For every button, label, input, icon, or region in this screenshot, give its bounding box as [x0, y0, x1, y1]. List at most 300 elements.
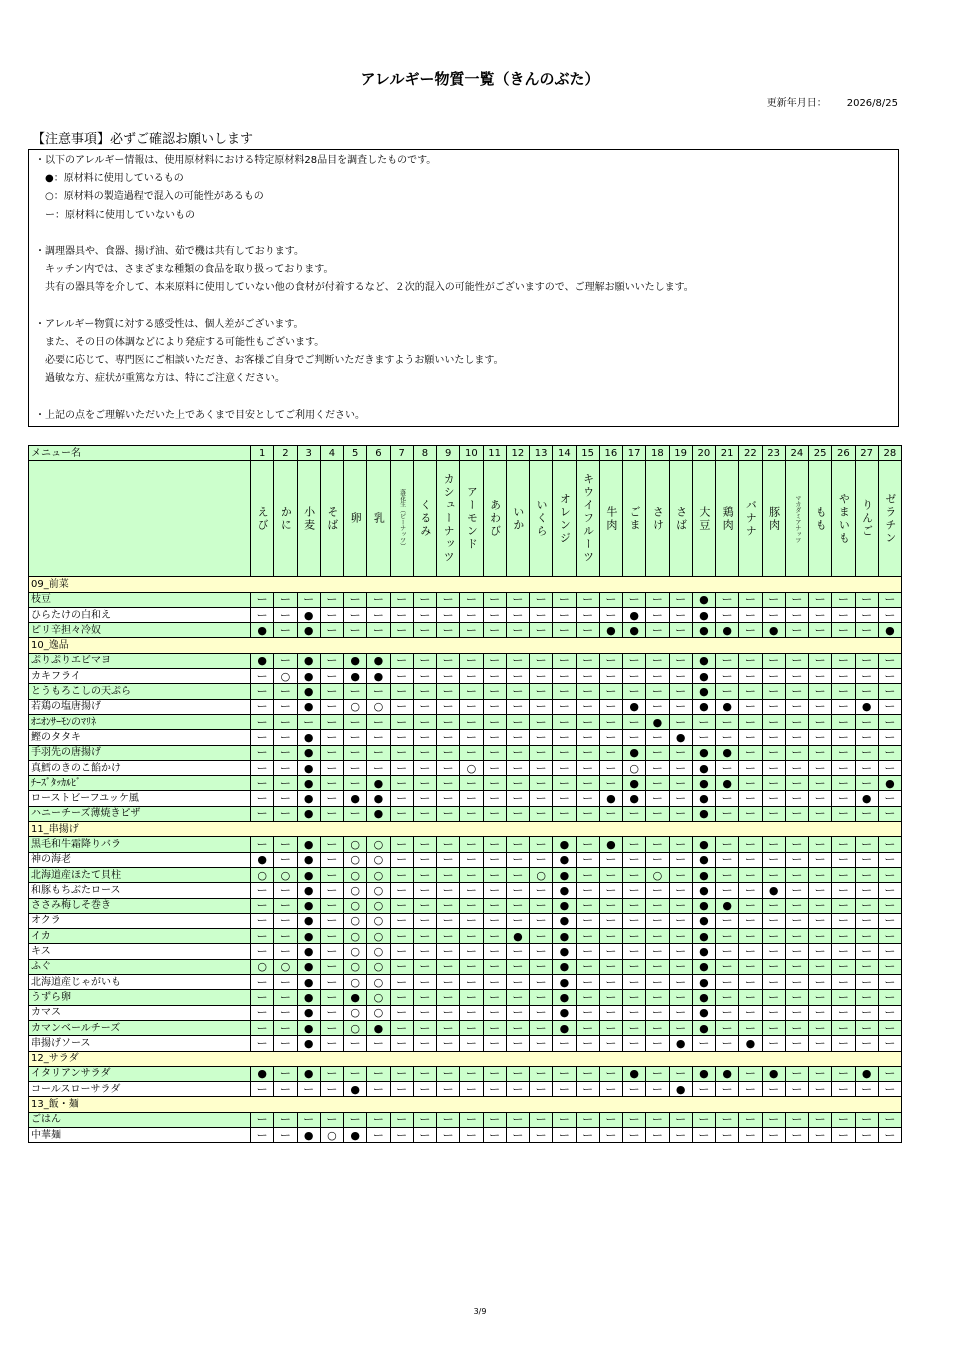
allergen-mark: ー [809, 867, 832, 882]
allergen-mark: ー [623, 1005, 646, 1020]
allergen-mark: ー [855, 1005, 878, 1020]
allergen-mark: ー [646, 607, 669, 622]
allergen-mark: ー [832, 791, 855, 806]
allergen-mark: ー [460, 1005, 483, 1020]
allergen-mark: ー [367, 592, 390, 607]
allergen-mark: ー [530, 623, 553, 638]
allergen-mark: ー [739, 791, 762, 806]
allergen-mark: ー [274, 1082, 297, 1097]
allergen-mark: ー [251, 760, 274, 775]
allergen-mark: ー [762, 730, 785, 745]
allergen-mark: ー [809, 760, 832, 775]
allergen-mark: ● [367, 653, 390, 668]
allergen-mark: ー [274, 1036, 297, 1051]
allergen-mark: ー [646, 760, 669, 775]
allergen-mark: ー [878, 607, 901, 622]
allergen-mark: ー [785, 1005, 808, 1020]
allergen-mark: ー [553, 1082, 576, 1097]
category-label: 09_前菜 [29, 577, 902, 592]
allergen-mark: ー [878, 867, 901, 882]
allergen-mark: ー [646, 684, 669, 699]
allergen-mark: ー [437, 929, 460, 944]
allergen-mark: ー [320, 1082, 343, 1097]
allergen-mark: ー [553, 1112, 576, 1127]
allergen-mark: ー [809, 944, 832, 959]
allergen-mark: ● [623, 623, 646, 638]
allergen-name: さば [669, 461, 692, 577]
allergen-mark: ー [878, 592, 901, 607]
allergen-mark: ー [413, 883, 436, 898]
allergen-mark: ー [739, 852, 762, 867]
allergen-mark: ー [390, 1112, 413, 1127]
allergen-mark: ー [506, 1127, 529, 1142]
allergen-mark: ● [297, 959, 320, 974]
menu-row [29, 1020, 902, 1035]
allergen-mark: ー [274, 929, 297, 944]
allergen-mark: ● [692, 975, 715, 990]
allergen-mark: ー [669, 776, 692, 791]
allergen-mark: ー [809, 669, 832, 684]
allergen-mark: ー [646, 669, 669, 684]
allergen-mark: ー [599, 760, 622, 775]
allergen-name: ごま [623, 461, 646, 577]
allergen-mark: ー [832, 944, 855, 959]
allergen-mark: ー [367, 760, 390, 775]
allergen-mark: ー [646, 1112, 669, 1127]
allergen-mark: ー [855, 592, 878, 607]
allergen-mark: ● [855, 1066, 878, 1081]
allergen-number: 20 [692, 446, 715, 461]
allergen-mark: ● [297, 806, 320, 821]
notice-line: ・調理器具や、食器、揚げ油、茹で機は共有しております。 [35, 245, 304, 257]
allergen-mark: ー [390, 669, 413, 684]
allergen-mark: ー [344, 730, 367, 745]
allergen-mark: ー [855, 913, 878, 928]
allergen-mark: ー [437, 1020, 460, 1035]
allergen-mark: ○ [344, 959, 367, 974]
allergen-mark: ー [506, 653, 529, 668]
allergen-mark: ● [344, 653, 367, 668]
allergen-mark: ● [297, 730, 320, 745]
allergen-mark: ー [739, 592, 762, 607]
allergen-mark: ー [599, 684, 622, 699]
allergen-mark: ● [251, 852, 274, 867]
allergen-mark: ● [692, 867, 715, 882]
allergen-mark: ー [320, 607, 343, 622]
allergen-mark: ー [506, 913, 529, 928]
allergen-mark: ー [460, 959, 483, 974]
allergen-name: りんご [855, 461, 878, 577]
allergen-mark: ー [646, 745, 669, 760]
allergen-mark: ー [809, 852, 832, 867]
allergen-mark: ー [762, 867, 785, 882]
allergen-mark: ー [553, 653, 576, 668]
allergen-mark: ー [878, 760, 901, 775]
allergen-name: 落花生（ピーナッツ） [390, 461, 413, 577]
allergen-mark: ー [623, 913, 646, 928]
allergen-mark: ー [785, 1127, 808, 1142]
allergen-mark: ー [855, 669, 878, 684]
allergen-mark: ー [809, 990, 832, 1005]
allergen-mark: ー [855, 714, 878, 729]
allergen-mark: ー [251, 607, 274, 622]
allergen-mark: ー [251, 898, 274, 913]
allergen-mark: ー [576, 745, 599, 760]
allergen-mark: ● [297, 760, 320, 775]
allergen-mark: ー [576, 990, 599, 1005]
allergen-mark: ー [785, 975, 808, 990]
allergen-mark: ー [530, 1127, 553, 1142]
allergen-name: マカダミアナッツ [785, 461, 808, 577]
allergen-mark: ー [762, 699, 785, 714]
allergen-mark: ー [251, 791, 274, 806]
allergen-mark: ー [739, 653, 762, 668]
allergen-mark: ー [646, 1082, 669, 1097]
allergen-mark: ー [483, 1127, 506, 1142]
allergen-mark: ー [437, 1066, 460, 1081]
allergen-mark: ー [274, 714, 297, 729]
allergen-mark: ー [413, 1066, 436, 1081]
allergen-mark: ー [785, 1112, 808, 1127]
allergen-mark: ー [878, 1082, 901, 1097]
allergen-mark: ー [762, 852, 785, 867]
allergen-mark: ー [809, 592, 832, 607]
allergen-mark: ー [599, 1036, 622, 1051]
allergen-mark: ー [878, 745, 901, 760]
allergen-mark: ー [623, 684, 646, 699]
allergen-mark: ー [832, 776, 855, 791]
allergen-mark: ○ [344, 1020, 367, 1035]
allergen-mark: ー [809, 1112, 832, 1127]
allergen-mark: ー [460, 592, 483, 607]
allergen-mark: ● [599, 837, 622, 852]
allergen-mark: ● [297, 653, 320, 668]
allergen-mark: ー [413, 592, 436, 607]
allergen-mark: ー [716, 791, 739, 806]
allergen-mark: ー [483, 867, 506, 882]
allergen-mark: ー [855, 806, 878, 821]
allergen-mark: ー [390, 623, 413, 638]
allergen-number: 26 [832, 446, 855, 461]
allergen-mark: ー [739, 867, 762, 882]
allergen-mark: ー [623, 1127, 646, 1142]
allergen-mark: ー [716, 837, 739, 852]
allergen-mark: ー [646, 959, 669, 974]
allergen-mark: ー [413, 990, 436, 1005]
menu-name: キス [29, 944, 251, 959]
allergen-mark: ー [367, 684, 390, 699]
allergen-mark: ー [320, 1036, 343, 1051]
allergen-mark: ー [437, 760, 460, 775]
allergen-mark: ー [437, 898, 460, 913]
menu-row [29, 730, 902, 745]
allergen-mark: ● [506, 929, 529, 944]
allergen-mark: ○ [344, 1005, 367, 1020]
allergen-mark: ● [716, 745, 739, 760]
allergen-mark: ー [785, 760, 808, 775]
allergen-mark: ー [762, 760, 785, 775]
allergen-mark: ー [623, 669, 646, 684]
allergen-mark: ー [413, 760, 436, 775]
allergen-mark: ー [669, 898, 692, 913]
allergen-mark: ○ [274, 867, 297, 882]
allergen-mark: ー [832, 760, 855, 775]
allergen-mark: ー [832, 913, 855, 928]
allergen-mark: ー [832, 837, 855, 852]
allergen-mark: ー [320, 791, 343, 806]
allergen-mark: ● [297, 684, 320, 699]
allergen-table [28, 445, 902, 1143]
menu-name: 和豚もちぶたロース [29, 883, 251, 898]
allergen-mark: ー [506, 1005, 529, 1020]
allergen-mark: ー [809, 714, 832, 729]
menu-row [29, 791, 902, 806]
allergen-mark: ー [599, 669, 622, 684]
menu-name: カキフライ [29, 669, 251, 684]
allergen-mark: ー [576, 669, 599, 684]
allergen-mark: ー [623, 1020, 646, 1035]
category-row [29, 822, 902, 837]
allergen-mark: ー [390, 1020, 413, 1035]
notice-line: 必要に応じて、専門医にご相談いただき、お客様ご自身でご判断いただきますようお願いいたします。 [35, 355, 504, 367]
allergen-mark: ー [785, 1036, 808, 1051]
allergen-mark: ー [460, 913, 483, 928]
allergen-mark: ー [832, 867, 855, 882]
allergen-mark: ー [576, 1020, 599, 1035]
allergen-number: 14 [553, 446, 576, 461]
menu-row [29, 669, 902, 684]
allergen-mark: ー [785, 913, 808, 928]
allergen-mark: ー [809, 898, 832, 913]
allergen-mark: ー [437, 1036, 460, 1051]
allergen-name: 牛肉 [599, 461, 622, 577]
allergen-mark: ー [413, 791, 436, 806]
allergen-mark: ○ [367, 975, 390, 990]
allergen-mark: ー [646, 776, 669, 791]
menu-name: ひらたけの白和え [29, 607, 251, 622]
allergen-mark: ○ [367, 1005, 390, 1020]
allergen-mark: ー [809, 791, 832, 806]
allergen-mark: ー [855, 1112, 878, 1127]
allergen-mark: ー [530, 1036, 553, 1051]
menu-row [29, 592, 902, 607]
allergen-mark: ー [344, 1112, 367, 1127]
allergen-mark: ● [599, 623, 622, 638]
notice-line: ー：原材料に使用していないもの [35, 209, 195, 221]
allergen-mark: ー [251, 913, 274, 928]
allergen-mark: ー [274, 898, 297, 913]
menu-name: 若鶏の塩唐揚げ [29, 699, 251, 714]
allergen-mark: ー [320, 1005, 343, 1020]
allergen-mark: ー [785, 959, 808, 974]
category-row [29, 577, 902, 592]
menu-name: うずら卵 [29, 990, 251, 1005]
allergen-mark: ● [297, 929, 320, 944]
allergen-number: 4 [320, 446, 343, 461]
allergen-mark: ○ [344, 898, 367, 913]
menu-row [29, 852, 902, 867]
allergen-mark: ー [483, 944, 506, 959]
allergen-mark: ー [460, 1127, 483, 1142]
allergen-mark: ● [344, 1082, 367, 1097]
allergen-mark: ● [297, 852, 320, 867]
allergen-mark: ー [251, 1082, 274, 1097]
allergen-mark: ー [483, 730, 506, 745]
allergen-mark: ー [460, 1020, 483, 1035]
allergen-mark: ー [855, 959, 878, 974]
allergen-mark: ー [855, 1082, 878, 1097]
allergen-mark: ー [506, 684, 529, 699]
allergen-mark: ー [251, 944, 274, 959]
allergen-number: 23 [762, 446, 785, 461]
menu-row [29, 607, 902, 622]
allergen-mark: ー [413, 776, 436, 791]
menu-name-header: メニュー名 [29, 446, 251, 461]
allergen-mark: ー [762, 653, 785, 668]
allergen-mark: ー [809, 684, 832, 699]
menu-name: ローストビーフユッケ風 [29, 791, 251, 806]
allergen-mark: ー [437, 607, 460, 622]
allergen-mark: ー [390, 1082, 413, 1097]
allergen-mark: ー [530, 760, 553, 775]
allergen-mark: ー [623, 929, 646, 944]
allergen-mark: ー [506, 1112, 529, 1127]
allergen-mark: ー [739, 699, 762, 714]
allergen-mark: ー [716, 806, 739, 821]
allergen-mark: ー [669, 623, 692, 638]
allergen-mark: ー [437, 699, 460, 714]
allergen-mark: ー [274, 944, 297, 959]
allergen-mark: ー [623, 592, 646, 607]
allergen-mark: ー [669, 714, 692, 729]
allergen-name: オレンジ [553, 461, 576, 577]
allergen-mark: ー [344, 806, 367, 821]
allergen-mark: ー [576, 592, 599, 607]
allergen-mark: ー [274, 730, 297, 745]
allergen-mark: ー [460, 806, 483, 821]
allergen-mark: ー [390, 714, 413, 729]
allergen-mark: ー [506, 975, 529, 990]
allergen-mark: ー [669, 959, 692, 974]
allergen-mark: ー [669, 653, 692, 668]
allergen-mark: ー [785, 669, 808, 684]
allergen-mark: ー [251, 1112, 274, 1127]
allergen-mark: ー [367, 745, 390, 760]
allergen-mark: ー [832, 699, 855, 714]
allergen-mark: ○ [344, 913, 367, 928]
allergen-number: 15 [576, 446, 599, 461]
allergen-mark: ー [599, 1082, 622, 1097]
allergen-mark: ー [739, 975, 762, 990]
allergen-mark: ー [762, 929, 785, 944]
allergen-mark: ー [530, 776, 553, 791]
allergen-mark: ー [599, 852, 622, 867]
allergen-mark: ● [716, 623, 739, 638]
menu-row [29, 1082, 902, 1097]
allergen-mark: ー [251, 990, 274, 1005]
allergen-mark: ー [437, 1082, 460, 1097]
allergen-mark: ー [530, 745, 553, 760]
allergen-mark: ー [530, 607, 553, 622]
allergen-mark: ー [251, 929, 274, 944]
allergen-mark: ー [460, 1112, 483, 1127]
allergen-mark: ー [623, 1082, 646, 1097]
allergen-mark: ー [390, 959, 413, 974]
allergen-mark: ● [297, 975, 320, 990]
allergen-mark: ● [367, 1020, 390, 1035]
menu-name: 神の海老 [29, 852, 251, 867]
allergen-number: 25 [809, 446, 832, 461]
allergen-mark: ● [297, 623, 320, 638]
allergen-mark: ー [716, 1082, 739, 1097]
allergen-name: ゼラチン [878, 461, 901, 577]
allergen-mark: ● [553, 990, 576, 1005]
allergen-mark: ー [599, 1020, 622, 1035]
menu-row [29, 760, 902, 775]
allergen-mark: ー [855, 990, 878, 1005]
menu-name: とうもろこしの天ぷら [29, 684, 251, 699]
allergen-mark: ー [460, 730, 483, 745]
allergen-mark: ー [785, 944, 808, 959]
allergen-mark: ー [437, 592, 460, 607]
allergen-mark: ー [367, 1112, 390, 1127]
allergen-mark: ー [320, 913, 343, 928]
allergen-mark: ● [623, 776, 646, 791]
allergen-name: あわび [483, 461, 506, 577]
allergen-mark: ー [506, 837, 529, 852]
allergen-mark: ー [669, 791, 692, 806]
allergen-number: 2 [274, 446, 297, 461]
allergen-mark: ー [320, 1020, 343, 1035]
allergen-mark: ー [390, 913, 413, 928]
allergen-mark: ー [251, 806, 274, 821]
allergen-name: もも [809, 461, 832, 577]
allergen-mark: ー [599, 929, 622, 944]
allergen-mark: ○ [344, 975, 367, 990]
allergen-mark: ー [483, 1082, 506, 1097]
allergen-mark: ー [599, 699, 622, 714]
allergen-mark: ー [460, 898, 483, 913]
allergen-mark: ● [367, 806, 390, 821]
allergen-mark: ー [530, 653, 553, 668]
category-label: 10_逸品 [29, 638, 902, 653]
allergen-mark: ● [553, 852, 576, 867]
allergen-mark: ● [344, 990, 367, 1005]
allergen-mark: ー [274, 592, 297, 607]
allergen-mark: ー [878, 714, 901, 729]
allergen-mark: ー [669, 1127, 692, 1142]
allergen-mark: ー [739, 684, 762, 699]
allergen-mark: ● [692, 760, 715, 775]
allergen-mark: ● [297, 913, 320, 928]
allergen-mark: ー [832, 714, 855, 729]
allergen-mark: ー [878, 1066, 901, 1081]
allergen-mark: ー [716, 760, 739, 775]
allergen-mark: ○ [367, 990, 390, 1005]
allergen-mark: ー [878, 837, 901, 852]
allergen-mark: ー [599, 959, 622, 974]
allergen-mark: ー [274, 913, 297, 928]
allergen-mark: ー [506, 883, 529, 898]
allergen-mark: ー [576, 714, 599, 729]
allergen-mark: ー [437, 669, 460, 684]
allergen-mark: ○ [274, 959, 297, 974]
allergen-mark: ー [506, 730, 529, 745]
allergen-mark: ー [506, 760, 529, 775]
allergen-mark: ー [553, 730, 576, 745]
allergen-mark: ○ [460, 760, 483, 775]
allergen-mark: ー [878, 699, 901, 714]
